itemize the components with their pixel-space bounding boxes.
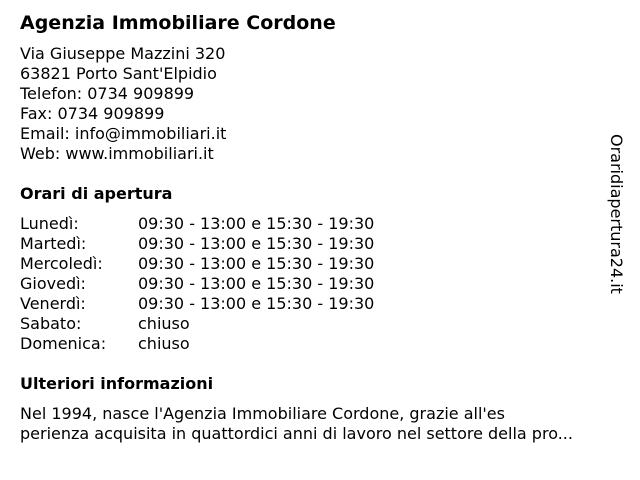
- time-value: 09:30 - 13:00 e 15:30 - 19:30: [138, 254, 375, 273]
- opening-hours-heading: Orari di apertura: [20, 184, 173, 203]
- more-info-heading: Ulteriori informazioni: [20, 374, 214, 393]
- address-line: Via Giuseppe Mazzini 320: [20, 44, 226, 63]
- time-value: chiuso: [138, 314, 190, 333]
- city-line: 63821 Porto Sant'Elpidio: [20, 64, 217, 83]
- description-line: perienza acquisita in quattordici anni di lavoro nel settore della pro...: [20, 424, 573, 443]
- web-line: Web: www.immobiliari.it: [20, 144, 214, 163]
- time-value: 09:30 - 13:00 e 15:30 - 19:30: [138, 234, 375, 253]
- site-watermark: Oraridiapertura24.it: [607, 134, 626, 294]
- day-label: Venerdì:: [20, 294, 86, 313]
- time-value: 09:30 - 13:00 e 15:30 - 19:30: [138, 214, 375, 233]
- description-line: Nel 1994, nasce l'Agenzia Immobiliare Cordone, grazie all'es: [20, 404, 505, 423]
- description: [20, 404, 624, 444]
- day-label: Martedì:: [20, 234, 87, 253]
- day-label: Mercoledì:: [20, 254, 103, 273]
- business-name: Agenzia Immobiliare Cordone: [20, 12, 336, 34]
- time-value: chiuso: [138, 334, 190, 353]
- day-label: Giovedì:: [20, 274, 86, 293]
- time-value: 09:30 - 13:00 e 15:30 - 19:30: [138, 294, 375, 313]
- fax-line: Fax: 0734 909899: [20, 104, 165, 123]
- email-line: Email: info@immobiliari.it: [20, 124, 227, 143]
- time-value: 09:30 - 13:00 e 15:30 - 19:30: [138, 274, 375, 293]
- day-label: Domenica:: [20, 334, 107, 353]
- day-label: Sabato:: [20, 314, 82, 333]
- day-label: Lunedì:: [20, 214, 79, 233]
- phone-line: Telefon: 0734 909899: [20, 84, 195, 103]
